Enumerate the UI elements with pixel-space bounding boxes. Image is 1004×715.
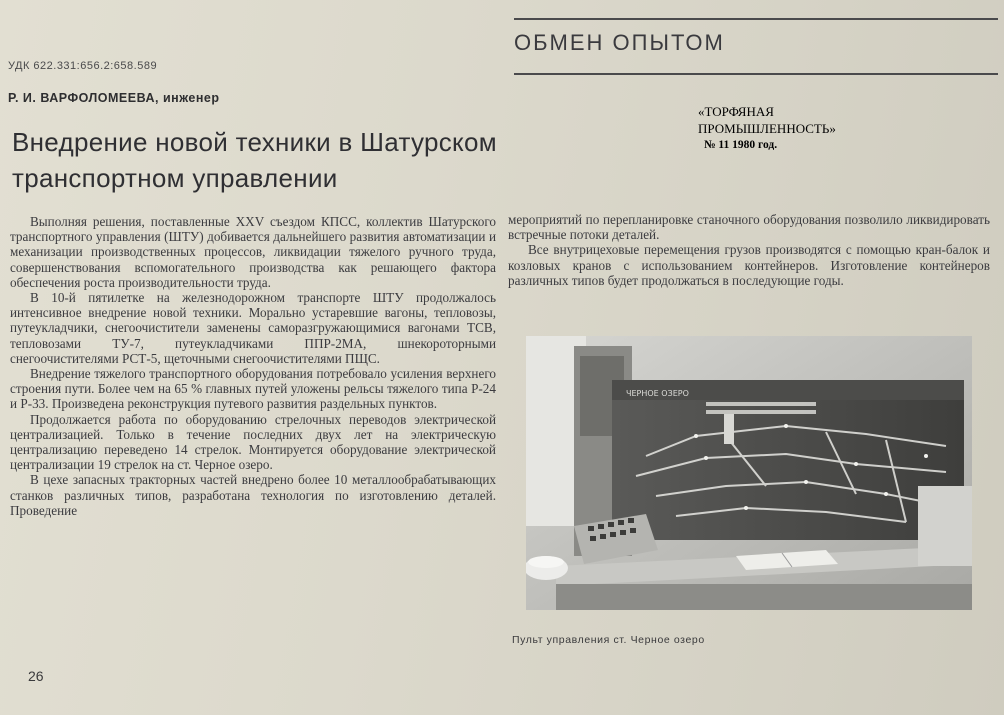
udk-code: УДК 622.331:656.2:658.589 — [8, 60, 158, 72]
section-title: ОБМЕН ОПЫТОМ — [514, 30, 725, 55]
header-rule-top — [514, 18, 998, 20]
panel-label: ЧЕРНОЕ ОЗЕРО — [626, 389, 689, 398]
source-stamp — [698, 103, 836, 154]
article-column-left — [10, 214, 496, 518]
stamp-line-2: ПРОМЫШЛЕННОСТЬ» — [698, 121, 836, 136]
paragraph: Выполняя решения, поставленные XXV съездом КПСС, коллектив Шатурского транспортного управления (ШТУ) добивается дальнейшего развития автоматизации и механизации производственных процессов, ликвидации тяжелого ручного труда, совершенствования вспомогательного производства как решающего фактора обеспечения роста производительности труда. — [10, 214, 496, 290]
paragraph: Все внутрицеховые перемещения грузов производятся с помощью кран-балок и козловых кранов с использованием контейнеров. Изготовление контейнеров различных типов будет продолжаться в последующие годы. — [508, 242, 990, 288]
paragraph: Внедрение тяжелого транспортного оборудования потребовало усиления верхнего строения пути. Более чем на 65 % главных путей уложены рельсы тяжелого типа Р-24 и Р-33. Произведена реконструкция путевого развития раздельных пунктов. — [10, 366, 496, 412]
stamp-line-1: «ТОРФЯНАЯ — [698, 104, 774, 119]
photo-caption: Пульт управления ст. Черное озеро — [512, 634, 705, 646]
stamp-line-3: № 11 1980 год. — [704, 139, 778, 151]
paragraph: В 10-й пятилетке на железнодорожном транспорте ШТУ продолжалось интенсивное внедрение новой техники. Морально устаревшие вагоны, тепловозы, путеукладчики, снегоочистители заменены саморазгружающимися вагонами ТСВ, тепловозами ТУ-7, путеукладчиками ППР-2МА, шнекороторными снегоочистителями РСТ-5, щеточными снегоочистителями ПЩС. — [10, 290, 496, 366]
author-line: Р. И. ВАРФОЛОМЕЕВА, инженер — [8, 91, 220, 105]
page-number: 26 — [28, 668, 44, 684]
paragraph: Продолжается работа по оборудованию стрелочных переводов электрической централизацией. Только в течение последних двух лет на электрическую централизацию переведено 14 стрелок. Монтируется оборудование электрической централизации 19 стрелок на ст. Черное озеро. — [10, 411, 496, 473]
article-title-line-1: Внедрение новой техники в Шатурском — [12, 127, 497, 157]
control-panel-photo — [526, 336, 972, 610]
paragraph: В цехе запасных тракторных частей внедрено более 10 металлообрабатывающих станков различных типов, разработана технология по изготовлению деталей. Проведение — [10, 472, 496, 518]
control-panel-illustration — [526, 336, 972, 610]
article-title — [12, 124, 497, 196]
article-column-right — [508, 212, 990, 288]
header-rule-bottom — [514, 73, 998, 75]
paragraph: мероприятий по перепланировке станочного оборудования позволило ликвидировать встречные потоки деталей. — [508, 212, 990, 243]
article-title-line-2: транспортном управлении — [12, 163, 338, 193]
